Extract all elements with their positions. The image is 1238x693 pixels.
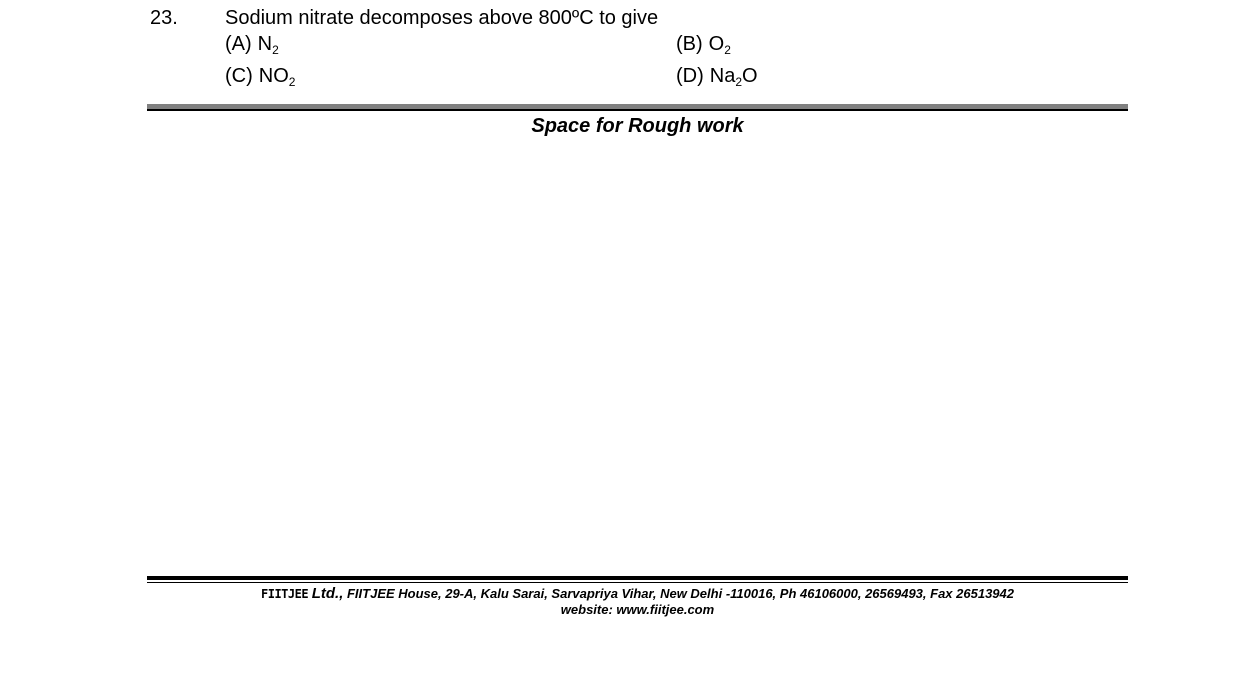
footer-divider-thin xyxy=(147,582,1128,583)
option-d-label: (D) xyxy=(676,65,704,87)
option-d xyxy=(676,64,758,88)
question-number: 23. xyxy=(150,7,178,29)
option-b-base: O xyxy=(708,33,725,55)
footer-website: website: www.fiitjee.com xyxy=(560,602,715,617)
option-a-subscript: 2 xyxy=(272,43,279,57)
footer-ltd: Ltd., xyxy=(311,585,344,602)
rough-work-heading: Space for Rough work xyxy=(531,115,744,137)
option-d-tail: O xyxy=(742,65,758,87)
option-b-label: (B) xyxy=(676,33,703,55)
question-text: Sodium nitrate decomposes above 800ºC to give xyxy=(225,7,659,29)
option-a xyxy=(225,32,279,56)
option-a-label: (A) xyxy=(225,33,252,55)
option-d-base: Na xyxy=(709,65,736,87)
option-c-subscript: 2 xyxy=(288,75,296,89)
option-c-base: NO xyxy=(258,65,289,87)
option-b-subscript: 2 xyxy=(724,43,731,57)
option-a-base: N xyxy=(257,33,273,55)
footer xyxy=(147,586,1128,618)
footer-address-line xyxy=(147,586,1128,602)
option-c-label: (C) xyxy=(225,65,253,87)
footer-divider-thick xyxy=(147,576,1128,580)
option-d-subscript: 2 xyxy=(735,75,743,89)
footer-address: FIITJEE House, 29-A, Kalu Sarai, Sarvapriya Vihar, New Delhi -110016, Ph 46106000, 26569493, Fax 26513942 xyxy=(346,586,1014,601)
fiitjee-logo: FIITJEE xyxy=(261,587,309,601)
option-c xyxy=(225,64,295,88)
rough-work-divider-black xyxy=(147,109,1128,111)
option-b xyxy=(676,32,731,56)
